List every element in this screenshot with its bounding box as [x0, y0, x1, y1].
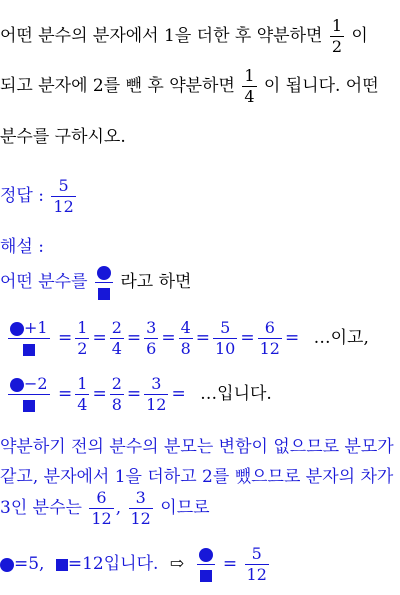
circle-symbol [97, 266, 111, 280]
circle-symbol [199, 548, 213, 562]
candidate-fraction-1: $\frac{6}{12}$ [91, 488, 112, 528]
final-line: =5, =12입니다. ⇨ = $\frac{5}{12}$ [0, 546, 400, 583]
circle-symbol [10, 322, 24, 336]
fraction: $\frac{4}{8}$ [180, 318, 191, 358]
equals-sign: = [92, 384, 107, 404]
problem-text: 어떤 분수의 분자에서 1을 더한 후 약분하면 [0, 26, 323, 46]
equals-sign: = [92, 328, 107, 348]
problem-line-1: 어떤 분수의 분자에서 1을 더한 후 약분하면 $\frac{1}{2}$ 이 [0, 16, 368, 56]
equation-row-1: +1 = $\frac{1}{2}$ = $\frac{2}{4}$ = $\frac{3}{6}$ = $\frac{4}{8}$ = $\frac{5}{10}$ = $\frac{6}{12}$ = …이고, [0, 320, 400, 357]
square-symbol [56, 559, 68, 571]
symbolic-fraction [95, 264, 113, 301]
fraction-one-quarter: $\frac{1}{4}$ [244, 66, 255, 106]
explanation-para-2: 같고, 분자에서 1을 더하고 2를 뺐으므로 분자의 차가 [0, 467, 394, 487]
final-answer-fraction: $\frac{5}{12}$ [246, 544, 267, 584]
explanation-para-1: 약분하기 전의 분수의 분모는 변함이 없으므로 분모가 [0, 437, 394, 457]
equals-sign: = [126, 328, 142, 348]
square-symbol [200, 570, 212, 582]
explanation-para-3: 3인 분수는 $\frac{6}{12}$ , $\frac{3}{12}$ 이므로 [0, 488, 210, 528]
fraction: $\frac{3}{12}$ [146, 374, 167, 414]
fraction: $\frac{2}{4}$ [111, 318, 122, 358]
equals-sign: = [171, 384, 186, 404]
problem-line-2: 되고 분자에 2를 뺀 후 약분하면 $\frac{1}{4}$ 이 됩니다. 어떤 [0, 66, 379, 106]
equals-sign: = [195, 328, 210, 348]
explanation-intro: 어떤 분수를 라고 하면 [0, 264, 400, 301]
equals-sign: = [240, 328, 255, 348]
equals-sign: = [126, 384, 142, 404]
answer [0, 178, 400, 215]
equation-row-2: −2 = $\frac{1}{4}$ = $\frac{2}{8}$ = $\frac{3}{12}$ = …입니다. [0, 376, 400, 413]
right-arrow-icon: ⇨ [169, 554, 185, 574]
square-symbol [23, 400, 35, 412]
lhs-fraction-minus: −2 [8, 376, 50, 413]
fraction: $\frac{6}{12}$ [259, 318, 280, 358]
explanation-label: 해설 : [0, 237, 44, 257]
fraction: $\frac{5}{10}$ [215, 318, 236, 358]
candidate-fraction-2: $\frac{3}{12}$ [130, 488, 151, 528]
fraction: $\frac{1}{4}$ [77, 374, 88, 414]
answer-label: 정답 : [0, 186, 44, 206]
equals-sign: = [284, 328, 300, 348]
fraction: $\frac{1}{2}$ [77, 318, 88, 358]
fraction: $\frac{3}{6}$ [146, 318, 157, 358]
square-symbol [23, 344, 35, 356]
equals-sign: = [58, 328, 73, 348]
equals-sign: = [58, 384, 73, 404]
fraction-one-half: $\frac{1}{2}$ [331, 16, 343, 56]
square-symbol [98, 288, 110, 300]
fraction: $\frac{2}{8}$ [111, 374, 122, 414]
problem-line-3: 분수를 구하시오. [0, 127, 126, 147]
final-symbolic-fraction [197, 546, 215, 583]
circle-symbol [10, 378, 24, 392]
answer-fraction: $\frac{5}{12}$ [53, 176, 74, 216]
lhs-fraction-plus: +1 [8, 320, 50, 357]
equals-sign: = [161, 328, 176, 348]
circle-symbol [0, 558, 14, 572]
